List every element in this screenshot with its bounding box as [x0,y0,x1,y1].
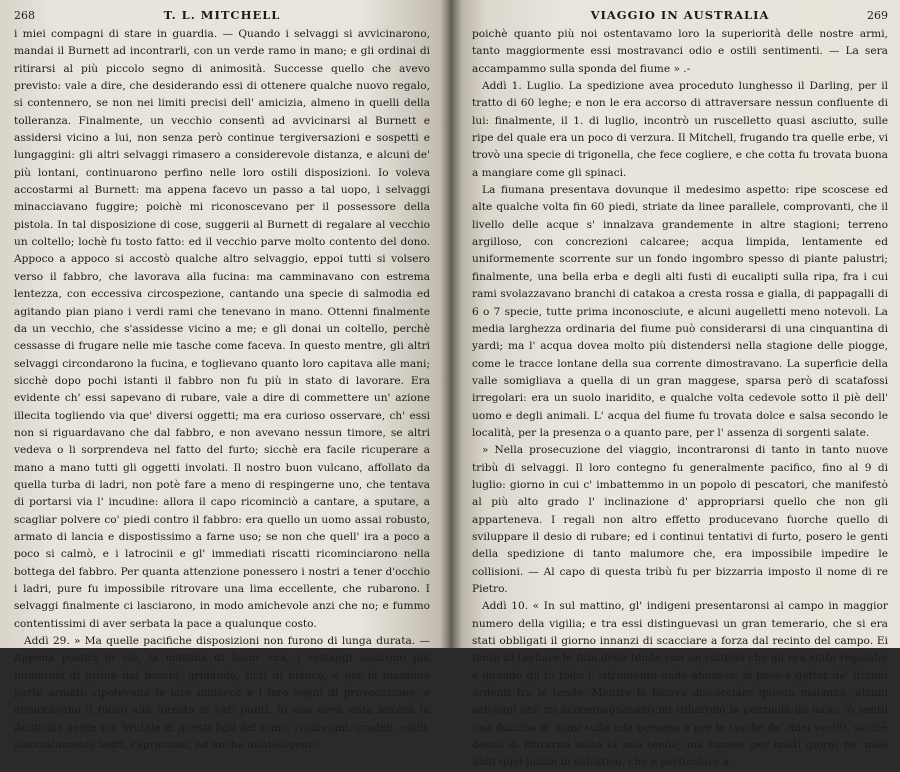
left-running-title: T. L. MITCHELL [163,8,281,22]
right-running-title: VIAGGIO IN AUSTRALIA [590,8,770,22]
right-body-text [472,26,888,772]
right-running-head [472,6,888,24]
left-page [0,0,450,752]
right-paragraph-5: Addì 10. « In sul mattino, gl' indigeni presentaronsi al campo in maggior numero della vigilia; e tra essi distinguevasi un gran temerario, che si era stati obbligati il giorno innanzi di scacciare a forza dal recinto del campo. Ei tentò di tagliare le funi delle tende con un coltello che gli era stato regalato; e quando gli fu tolto l' istrumento onde abusava, si pose a gettar de' tizzoni ardenti fra le tende. Mentre lo faceva discacciare questo malanno, alcuni selvaggi che mi accompagnavano mi rubarono la pezzuola da naso; io sentii una dozzina di mani sulla mia persona e per le tasche de' miei vestiti, sicchè decisi di ritirarmi sotto la mia tenda; ma rimase per molti giorni ne' miei abiti quel puzzo di salvatico, che è particolare a [472,600,888,769]
left-paragraph-1: i miei compagni di stare in guardia. — Quando i selvaggi si avvicinarono, mandai il Burnett ad incontrarli, con un verde ramo in mano; e gli ordinai di ritirarsi al più piccolo segno di animosità. Successe quello che avevo previsto: vale a dire, che desiderando essi di ottenere qualche nuovo regalo, si contennero, se non nei limiti precisi dell' amicizia, almeno in quelli della tolleranza. Finalmente, un vecchio consentì ad avvicinarsi al Burnett e assidersi vicino a lui, non senza però continue tergiversazioni e sospetti e lungaggini: gli altri selvaggi rimasero a considerevole distanza, e alcuni de' più lontani, continuarono perfino nelle loro ostili disposizioni. Io voleva accostarmi al Burnett: ma appena facevo un passo a tal uopo, i selvaggi minacciavano fuggire; poichè mi riconoscevano per il possessore della pistola. In tal disposizione di cose, suggerii al Burnett di regalare al vecchio un coltello; lochè fu tosto fatto: ed il vecchio parve molto contento del dono. Appoco a appoco si accostò qualche altro selvaggio, eppoi tutti si volsero verso il fabbro, che lavorava alla fucina: ma camminavano con estrema lentezza, con eccessiva circospezione, cantando una specie di salmodia ed agitando pian piano i verdi rami che tenevano in mano. Ottenni finalmente da un vecchio, che s'assidesse vicino a me; e gli donai un coltello, perchè cessasse di frugare nelle mie tasche come faceva. In questo mentre, gli altri selvaggi circondarono la fucina, e toglievano quanto loro capitava alle mani; sicchè dopo pochi istanti il fabbro non fu più in stato di lavorare. Era evidente ch' essi sapevano di rubare, vale a dire di commettere un' azione illecita togliendo via que' diversi oggetti; ma era curioso osservare, ch' essi non si riguardavano che dal fabbro, e non avevano nessun timore, se altri vedeva o li sorprendeva nel fatto del furto; sicchè era facile ricuperare a mano a mano tutti gli oggetti involati. Il nostro buon vulcano, affollato da quella turba di ladri, non potè fare a meno di respingerne uno, che tentava di portarsi via l' incudine: allora il capo ricominciò a cantare, a sputare, a scagliar polvere co' piedi contro il fabbro: era quello un uomo assai robusto, armato di lancia e dispostissimo a farne uso; se non che quell' ira a poco a poco si calmò, e i latrocinii e gl' immediati riscatti ricominciarono nella bottega del fabbro. Per quanta attenzione ponessero i nostri a tener d'occhio i ladri, pure fu impossibile ritrovare una lima eccellente, che rubarono. I selvaggi finalmente ci lasciarono, in modo amichevole anzi che no; e fummo contentissimi di aver serbata la pace a qualunque costo. [14,28,430,630]
left-body-text [14,26,430,754]
right-page-number: 269 [867,9,888,22]
right-paragraph-3: La fiumana presentava dovunque il medesimo aspetto: ripe scoscese ed alte qualche volta fin 60 piedi, striate da linee parallele, comprovanti, che il livello delle acque s' innalzava grandemente in altre stagioni; terreno argilloso, con concrezioni calcaree; acqua limpida, lentamente ed uniformemente scorrente sur un fondo ingombro spesso di piante palustri; finalmente, una bella erba e degli alti fusti di eucalipti sulla ripa, fra i cui rami svolazzavano branchi di catakoa a cresta rossa e gialla, di pappagalli di 6 o 7 specie, tutte prima inconosciute, e alcuni augelletti meno notevoli. La media larghezza ordinaria del fiume può considerarsi di una cinquantina di yardi; ma l' acqua dovea molto più distendersi nella stagione delle piogge, come le tracce lontane della sua corrente dimostravano. La superficie della valle somigliava a quella di un gran maggese, sparsa però di scatafossi irregolari: era un suolo inaridito, e qualche volta cedevole sotto il piè dell' uomo e degli animali. L' acqua del fiume fu trovata dolce e salsa secondo le località, per la presenza o a quanto pare, per l' assenza di sorgenti salate. [472,184,888,439]
left-page-number: 268 [14,9,35,22]
right-paragraph-1: poichè quanto più noi ostentavamo loro la superiorità delle nostre armi, tanto maggiormente essi mostravanci odio e ostili sentimenti. — La sera accampammo sulla sponda del fiume » .- [472,28,888,75]
left-running-head [14,6,430,24]
right-page [450,0,900,769]
right-paragraph-4: » Nella prosecuzione del viaggio, incontraronsi di tanto in tanto nuove tribù di selvaggi. Il loro contegno fu generalmente pacifico, fino al 9 di luglio: giorno in cui c' imbattemmo in un popolo di pescatori, che manifestò al più alto grado l' inclinazione d' appropriarsi quello che non gli apparteneva. I regali non altro effetto producevano fuorche quello di sviluppare il desio di rubare; ed i continui tentativi di furto, posero le genti della spedizione di tanto malumore che, era impossibile impedire le collisioni. — Al capo di questa tribù fu per bizzarria imposto il nome di re Pietro. [472,444,888,595]
right-paragraph-2: Addì 1. Luglio. La spedizione avea proceduto lunghesso il Darling, per il tratto di 60 leghe; e non le era accorso di attraversare nessun confluente di lui: finalmente, il 1. di luglio, incontrò un ruscelletto quasi asciutto, sulle ripe del quale era un poco di verzura. Il Mitchell, frugando tra quelle erbe, vi trovò una specie di trigonella, che fece cogliere, e che cotta fu trovata buona a mangiare come gli spinaci. [472,80,888,179]
left-paragraph-2: Addì 29. » Ma quelle pacifiche disposizioni non furono di lunga durata. — Appena postici in via, la mattina di buon' ora, i selvaggi uscirono più numerosi di prima dai boschi, gridando, tinti di bianco, e per la massima parte armati: ripetevano le loro minacce e i loro segni di provocazione, e appiccavano il fuoco alla foresta in vari punti. Io non avea vista ancora in Australia gente più brutale di questi figli del fumo, rozzissimi, crudeli, ostili, sfacciatamente ladri, capricciosi, ed anche inintelligenti: [14,635,430,752]
